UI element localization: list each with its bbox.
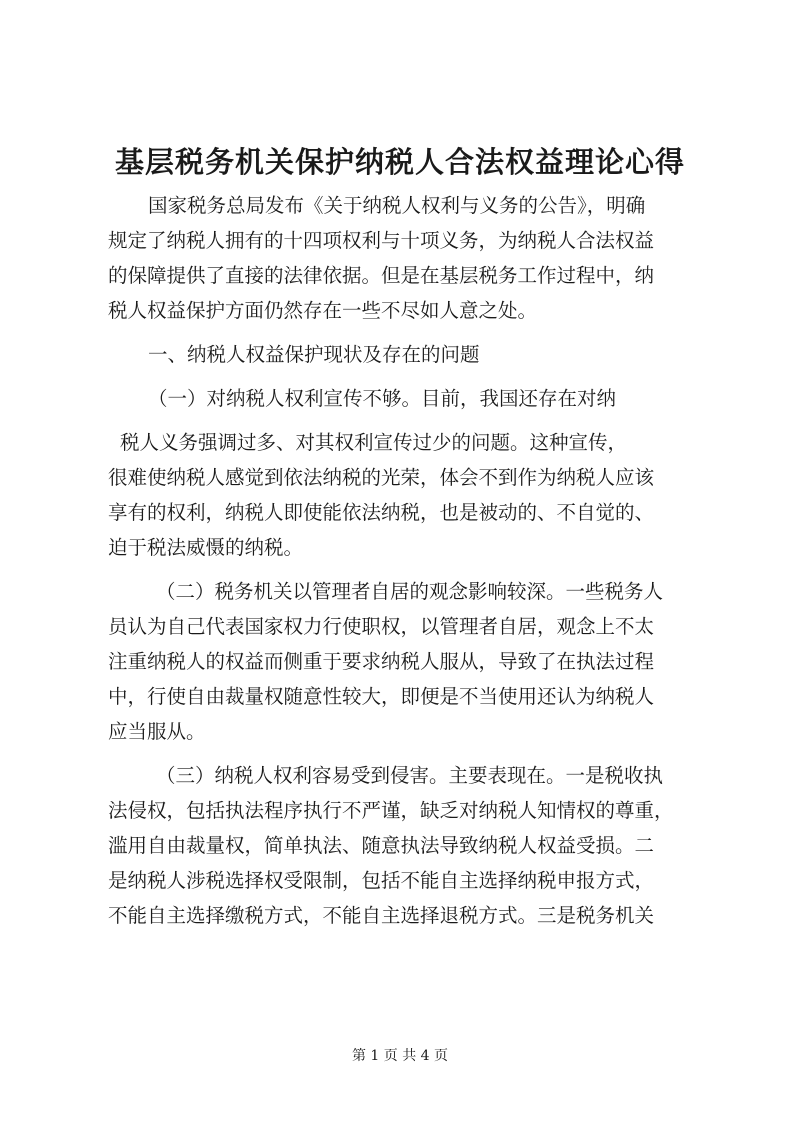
document-body [108,188,708,933]
paragraph-line: 国家税务总局发布《关于纳税人权利与义务的公告》，明确 [148,194,646,217]
paragraph-line: 享有的权利，纳税人即使能依法纳税，也是被动的、不自觉的、 [108,501,655,524]
paragraph-line: 规定了纳税人拥有的十四项权利与十项义务，为纳税人合法权益 [108,229,655,252]
paragraph-line: 税人权益保护方面仍然存在一些不尽如人意之处。 [108,299,538,322]
paragraph-line: 员认为自己代表国家权力行使职权，以管理者自居，观念上不太 [108,615,655,638]
paragraph-line: 注重纳税人的权益而侧重于要求纳税人服从，导致了在执法过程 [108,650,655,673]
paragraph-line: （二）税务机关以管理者自居的观念影响较深。一些税务人 [156,580,664,603]
section-heading: 一、纳税人权益保护现状及存在的问题 [148,343,480,366]
paragraph-line: 法侵权，包括执法程序执行不严谨，缺乏对纳税人知情权的尊重， [108,799,674,822]
paragraph-line: 迫于税法威慑的纳税。 [108,536,304,559]
paragraph-line: 税人义务强调过多、对其权利宣传过少的问题。这种宣传， [120,431,628,454]
paragraph-line: 很难使纳税人感觉到依法纳税的光荣，体会不到作为纳税人应该 [108,466,655,489]
paragraph-line: （一）对纳税人权利宣传不够。目前，我国还存在对纳 [148,387,617,410]
paragraph-line: 的保障提供了直接的法律依据。但是在基层税务工作过程中，纳 [108,264,655,287]
document-title: 基层税务机关保护纳税人合法权益理论心得 [114,145,685,179]
paragraph-line: （三）纳税人权利容易受到侵害。主要表现在。一是税收执 [156,764,664,787]
paragraph-line: 应当服从。 [108,720,206,743]
paragraph-line: 不能自主选择缴税方式，不能自主选择退税方式。三是税务机关 [108,904,655,927]
paragraph-line: 中，行使自由裁量权随意性较大，即便是不当使用还认为纳税人 [108,685,655,708]
paragraph-line: 是纳税人涉税选择权受限制，包括不能自主选择纳税申报方式， [108,869,655,892]
paragraph-line: 滥用自由裁量权，简单执法、随意执法导致纳税人权益受损。二 [108,834,655,857]
page-number-footer: 第 1 页 共 4 页 [351,1048,449,1064]
